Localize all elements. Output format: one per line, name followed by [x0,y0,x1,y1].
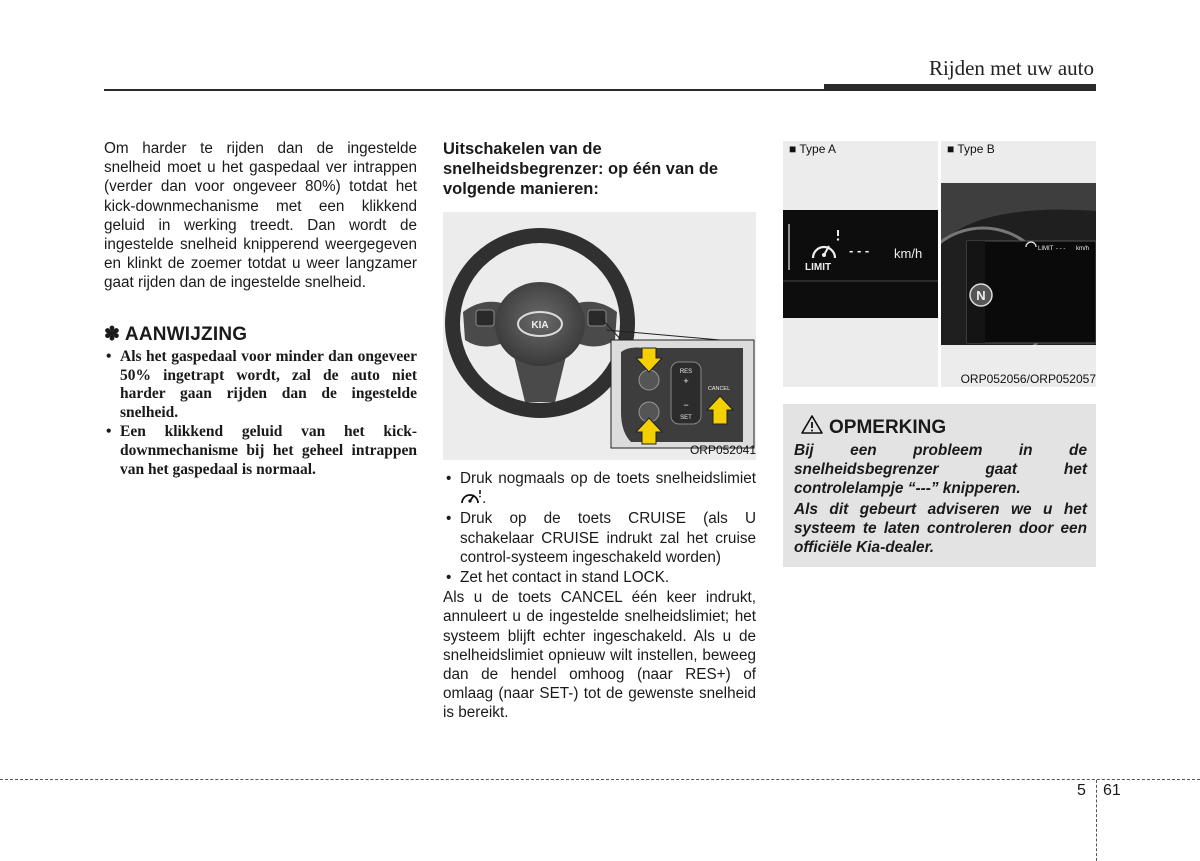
logo-text: KIA [531,320,549,331]
limit-text: LIMIT [805,262,832,273]
display-a-graphic [783,210,938,318]
note-item: • Als het gaspedaal voor minder dan ongeveer 50% ingetrapt wordt, zal de auto niet harder gaan rijden dan de ingestelde snelheid. [104,348,417,424]
notice-title [800,414,946,439]
unit-text: km/h [894,246,923,261]
right-switch-cluster [588,310,606,326]
dashes-text: - - - [849,243,870,258]
dashes-text: - - - [1056,246,1066,252]
type-b-label: ■ Type B [947,142,995,156]
note-title: ✽ AANWIJZING [104,323,248,345]
type-b-figure [941,141,1096,387]
cluster-display-a [783,210,938,318]
notice-paragraph: Als dit gebeurt adviseren we u het systeem te laten controleren door een officiële Kia-dealer. [794,500,1087,557]
note-item: • Een klikkend geluid van het kick-downmechanisme bij het geheel intrappen van het gaspedaal is normaal. [104,423,417,480]
figure-caption: ORP052056/ORP052057 [960,372,1096,386]
unit-text: km/h [1076,246,1090,252]
header-rule-accent [824,84,1096,91]
cancel-paragraph: Als u de toets CANCEL één keer indrukt, annuleert u de ingestelde snelheidslimiet; het systeem blijft echter ingeschakeld. Als u de snelheidslimiet opnieuw wilt instellen, beweeg dan de hendel omhoog (naar RES+) of omlaag (naar SET-) tot de gewenste snelheid is bereikt. [443,589,756,722]
method-text: Druk nogmaals op de toets snelheidslimiet [460,470,756,487]
left-switch-cluster [476,310,494,326]
method-list [443,469,756,587]
type-a-label: ■ Type A [789,142,837,156]
set-label: SET [680,415,692,421]
note-list [104,348,417,480]
column-middle-text [443,469,756,723]
method-item: • Zet het contact in stand LOCK. [443,568,756,587]
column-left [104,139,417,480]
method-item: • Druk op de toets CRUISE (als U schakelaar CRUISE indrukt zal het cruise control-systeem ingeschakeld worden) [443,509,756,567]
speed-limiter-icon [460,488,482,506]
minus-label: − [683,400,689,410]
section-heading: Uitschakelen van de snelheidsbegrenzer: op één van de volgende manieren: [443,140,719,198]
page-number: 61 [1103,782,1121,799]
kickdown-paragraph: Om harder te rijden dan de ingestelde snelheid moet u het gaspedaal ver intrappen (verder dan voor ongeveer 80%) totdat het kick-downmechanisme met een klikkend geluid in werking treedt. Dan wordt de ingestelde snelheid knipperend weergegeven en klinkt de zoemer totdat u weer langzamer gaat rijden dan de ingestelde snelheid. [104,140,417,292]
footer-rule [0,779,1200,780]
notice-title-text: OPMERKING [829,417,947,438]
type-a-figure [783,141,938,387]
figure-caption: ORP052041 [689,443,756,457]
plus-label: + [683,376,689,386]
limit-text: LIMIT [1038,246,1054,252]
gear-text: N [976,288,986,303]
cancel-label: CANCEL [707,386,731,392]
notice-paragraph: Bij een probleem in de snelheidsbegrenzer gaat het controlelampje “---” knipperen. [794,442,1087,498]
running-header: Rijden met uw auto [928,56,1094,80]
res-label: RES [679,369,693,375]
method-text-end: . [482,490,487,508]
footer-divider [1096,780,1097,861]
notice-body [794,441,1087,558]
section-number: 5 [1077,782,1086,799]
steering-wheel-figure [443,212,756,460]
method-item [443,469,756,508]
display-b-graphic [941,183,1096,345]
steering-wheel-illustration [443,212,756,460]
limit-switch [639,370,659,390]
warning-triangle-icon [800,414,824,435]
